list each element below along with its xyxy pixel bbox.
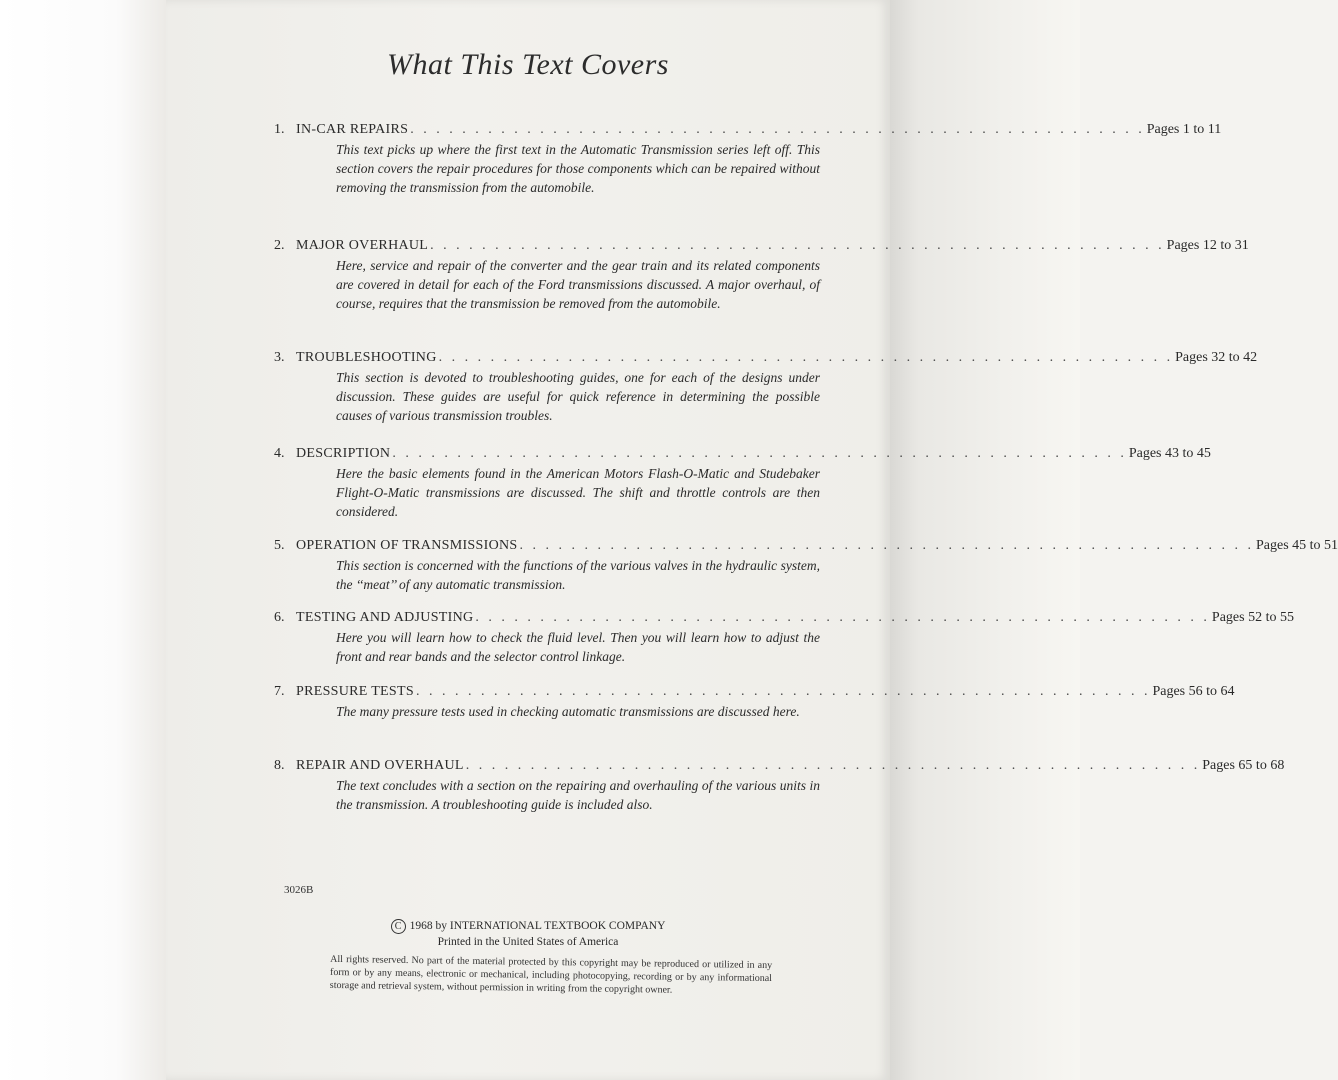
document-code: 3026B [284,884,314,896]
toc-entry-3 [274,350,1258,425]
leader-dots: . . . . . . . . . . . . . . . . . . . . . . . . . . . . . . . . . . . . . . . . . . . . . . . . . . . . . . . . . [465,758,1201,773]
entry-number: 8. [274,758,285,773]
copyright-line: 1968 by INTERNATIONAL TEXTBOOK COMPANY [409,920,666,932]
entry-pages: Pages 12 to 31 [1166,238,1249,253]
entry-pages: Pages 56 to 64 [1152,684,1235,699]
left-page-edge [0,0,166,1080]
rights-notice: All rights reserved. No part of the material protected by this copyright may be reproduced or utilized in any form or by any means, electronic or mechanical, including photocopying, recording or by any informational storage and retrieval system, without permission in writing from the copyright owner. [329,953,773,996]
entry-description: The text concludes with a section on the repairing and overhauling of the various units in the transmission. A troubleshooting guide is included also. [336,778,820,812]
entry-description: Here you will learn how to check the fluid level. Then you will learn how to adjust the front and rear bands and the selector control linkage. [336,630,820,664]
entry-number: 2. [274,238,285,253]
entry-name: MAJOR OVERHAUL [296,238,429,253]
entry-pages: Pages 52 to 55 [1211,610,1294,625]
entry-description: The many pressure tests used in checking automatic transmissions are discussed here. [336,704,800,719]
entry-number: 1. [274,122,285,137]
entry-number: 5. [274,538,285,553]
leader-dots: . . . . . . . . . . . . . . . . . . . . . . . . . . . . . . . . . . . . . . . . . . . . . . . . . . . . . . . . . [392,446,1127,461]
copyright-block [166,918,890,950]
entry-description: Here, service and repair of the converter and the gear train and its related components are covered in detail for each of the Ford transmissions discussed. A major overhaul, of course, requires that the transmission be removed from the automobile. [336,258,820,311]
entry-description: Here the basic elements found in the American Motors Flash-O-Matic and Studebaker Flight-O-Matic transmissions are discussed. The shift and throttle controls are then considered. [336,466,820,519]
printed-line: Printed in the United States of America [437,936,619,948]
entry-pages: Pages 45 to 51 [1255,538,1338,553]
leader-dots: . . . . . . . . . . . . . . . . . . . . . . . . . . . . . . . . . . . . . . . . . . . . . . . . . . . . . . . . . [415,684,1151,699]
entry-name: TROUBLESHOOTING [296,350,437,365]
toc-entry-4 [274,446,1211,521]
entry-description: This section is concerned with the functions of the various valves in the hydraulic system, the ‘‘meat’’ of any automatic transmission. [336,558,820,592]
entry-name: PRESSURE TESTS [296,684,414,699]
leader-dots: . . . . . . . . . . . . . . . . . . . . . . . . . . . . . . . . . . . . . . . . . . . . . . . . . . . . . . . . . [475,610,1210,625]
entry-description: This section is devoted to troubleshooting guides, one for each of the designs under discussion. These guides are useful for quick reference in determining the possible causes of various transmission troubles. [336,370,820,423]
entry-pages: Pages 32 to 42 [1175,350,1258,365]
entry-name: TESTING AND ADJUSTING [296,610,474,625]
entry-pages: Pages 43 to 45 [1128,446,1211,461]
entry-name: IN-CAR REPAIRS [296,122,409,137]
entry-number: 7. [274,684,285,699]
entry-name: DESCRIPTION [296,446,391,461]
toc-entry-5 [274,538,1338,594]
leader-dots: . . . . . . . . . . . . . . . . . . . . . . . . . . . . . . . . . . . . . . . . . . . . . . . . . . . . . . . . . [410,122,1145,137]
entry-description: This text picks up where the first text in the Automatic Transmission series left off. This section covers the repair procedures for those components which can be repaired without removing the transmission from the automobile. [336,142,820,195]
toc-entry-1 [274,122,1222,197]
entry-pages: Pages 1 to 11 [1146,122,1222,137]
leader-dots: . . . . . . . . . . . . . . . . . . . . . . . . . . . . . . . . . . . . . . . . . . . . . . . . . . . . . . . . . [430,238,1165,253]
toc-entry-7 [274,684,1235,721]
page-title: What This Text Covers [387,48,669,81]
entry-name: OPERATION OF TRANSMISSIONS [296,538,518,553]
entry-pages: Pages 65 to 68 [1202,758,1285,773]
entry-number: 3. [274,350,285,365]
toc-entry-2 [274,238,1249,313]
copyright-icon: C [391,919,406,934]
toc-entry-6 [274,610,1294,666]
leader-dots: . . . . . . . . . . . . . . . . . . . . . . . . . . . . . . . . . . . . . . . . . . . . . . . . . . . . . . . . . [438,350,1174,365]
entry-name: REPAIR AND OVERHAUL [296,758,464,773]
entry-number: 6. [274,610,285,625]
leader-dots: . . . . . . . . . . . . . . . . . . . . . . . . . . . . . . . . . . . . . . . . . . . . . . . . . . . . . . . . . [519,538,1254,553]
entry-number: 4. [274,446,285,461]
document-page [166,0,1338,1080]
toc-entry-8 [274,758,1285,814]
